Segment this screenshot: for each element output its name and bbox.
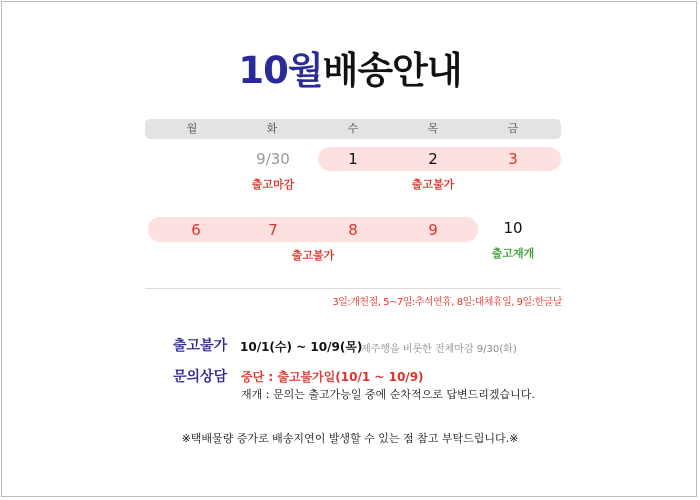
- weekday-wed: 수: [347, 122, 359, 135]
- weekday-fri: 금: [507, 122, 519, 135]
- tag-shipping-unavailable: 출고불가: [291, 249, 335, 262]
- date-10-7: 7: [268, 221, 278, 239]
- holiday-note: 3일:개천절, 5~7일:추석연휴, 8일:대체휴일, 9일:한글날: [332, 297, 562, 308]
- date-10-1: 1: [348, 150, 358, 168]
- date-10-6: 6: [191, 221, 201, 239]
- shipping-label: 출고불가: [173, 338, 228, 354]
- date-10-8: 8: [348, 221, 358, 239]
- divider: [145, 288, 561, 289]
- tag-shipping-unavailable: 출고불가: [411, 178, 455, 191]
- weekday-header: [145, 119, 561, 139]
- title-main: 배송안내: [322, 49, 462, 92]
- weekday-tue: 화: [266, 122, 278, 135]
- weekday-mon: 월: [186, 122, 198, 135]
- shipping-note: 제주행을 비롯한 전체마감 9/30(화): [361, 344, 517, 355]
- inquiry-resume: 재개 : 문의는 출고가능일 중에 순차적으로 답변드리겠습니다.: [241, 388, 535, 401]
- tag-shipping-resumed: 출고재개: [491, 247, 535, 260]
- date-10-10: 10: [503, 219, 523, 237]
- inquiry-label: 문의상담: [173, 369, 228, 385]
- shipping-period: 10/1(수) ~ 10/9(목): [240, 340, 363, 354]
- page-title: [0, 40, 700, 94]
- inquiry-stop: 중단 : 출고불가일(10/1 ~ 10/9): [241, 370, 424, 384]
- footer-notice: ※택배물량 증가로 배송지연이 발생할 수 있는 점 참고 부탁드립니다.※: [181, 432, 519, 445]
- weekday-thu: 목: [427, 122, 439, 135]
- title-month: 10월: [238, 49, 323, 92]
- date-10-9: 9: [428, 221, 438, 239]
- tag-shipping-deadline: 출고마감: [251, 178, 295, 191]
- date-9-30: 9/30: [256, 150, 290, 168]
- date-10-2: 2: [428, 150, 438, 168]
- date-10-3: 3: [508, 150, 518, 168]
